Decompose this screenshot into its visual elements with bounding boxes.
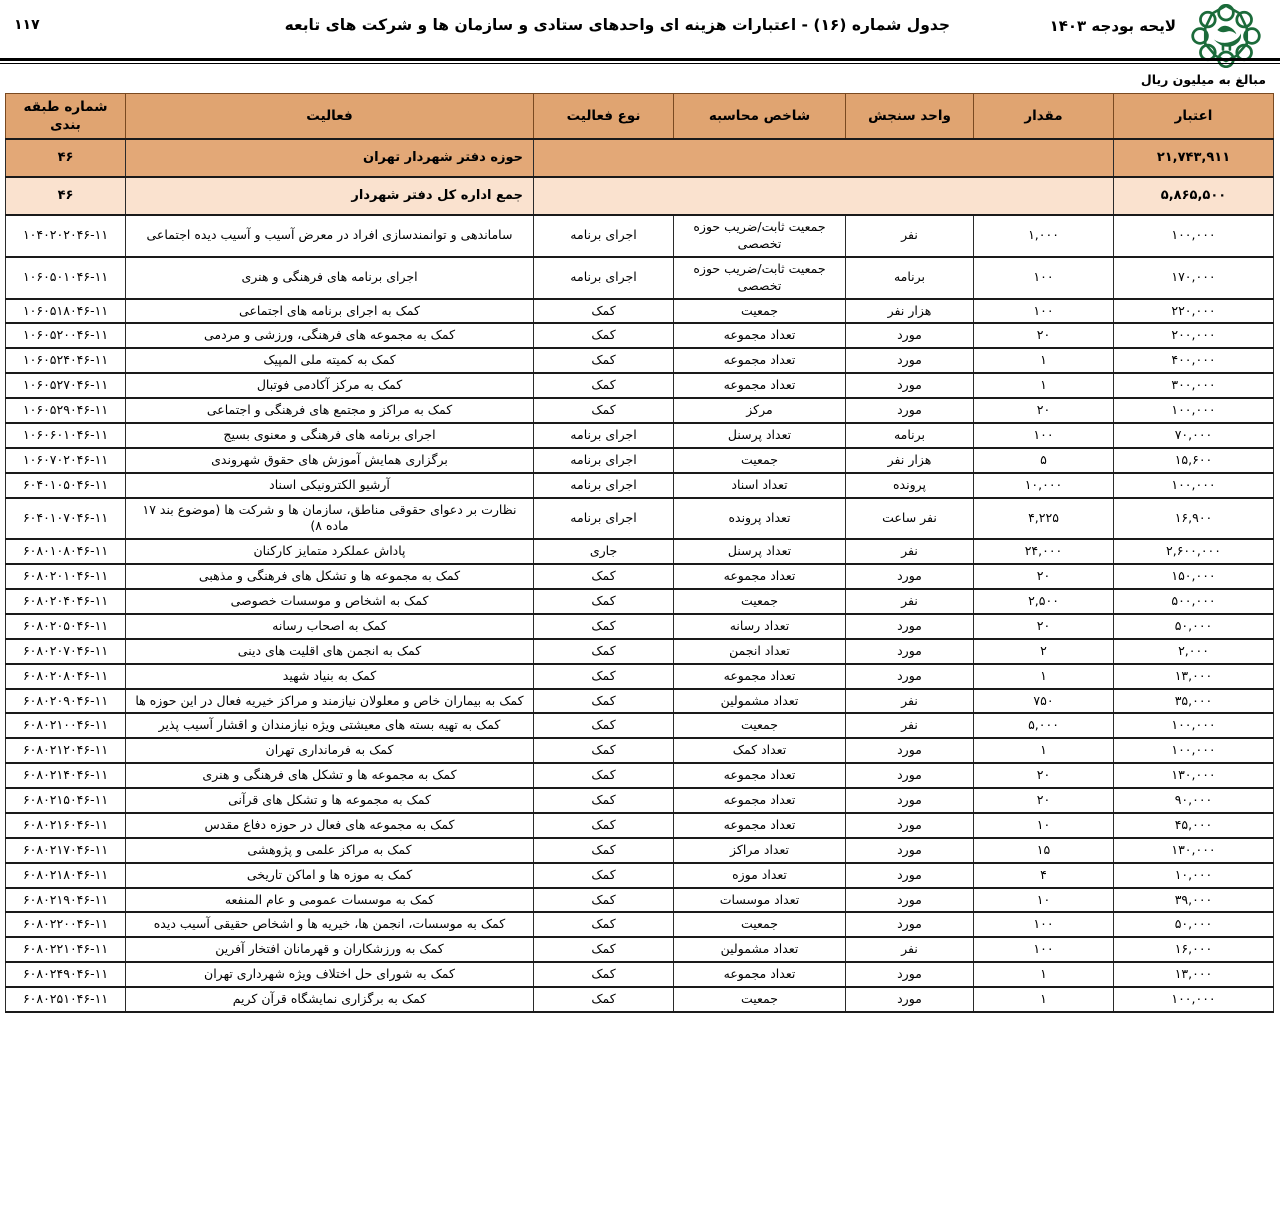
row-code: ۱۰۴۰۲۰۲۰۴۶-۱۱	[6, 215, 126, 257]
subtotal-credit: ۵,۸۶۵,۵۰۰	[1114, 177, 1274, 215]
row-quantity: ۵,۰۰۰	[974, 713, 1114, 738]
row-index: تعداد مجموعه	[674, 323, 846, 348]
row-kind: کمک	[534, 912, 674, 937]
row-activity: کمک به شورای حل اختلاف ویژه شهرداری تهران	[126, 962, 534, 987]
subtotal-activity: جمع اداره کل دفتر شهردار	[126, 177, 534, 215]
row-unit: نفر	[846, 937, 974, 962]
table-row	[6, 299, 1274, 324]
table-row	[6, 763, 1274, 788]
row-quantity: ۱۰۰	[974, 257, 1114, 299]
row-index: جمعیت	[674, 987, 846, 1012]
row-credit: ۴۵,۰۰۰	[1114, 813, 1274, 838]
row-credit: ۱۰۰,۰۰۰	[1114, 713, 1274, 738]
row-credit: ۲,۶۰۰,۰۰۰	[1114, 539, 1274, 564]
row-activity: کمک به موسسات عمومی و عام المنفعه	[126, 888, 534, 913]
row-quantity: ۱۰۰	[974, 912, 1114, 937]
row-unit: پرونده	[846, 473, 974, 498]
row-quantity: ۱	[974, 373, 1114, 398]
row-code: ۶۰۸۰۲۱۷۰۴۶-۱۱	[6, 838, 126, 863]
row-activity: آرشیو الکترونیکی اسناد	[126, 473, 534, 498]
row-code: ۱۰۶۰۵۰۱۰۴۶-۱۱	[6, 257, 126, 299]
row-credit: ۱۵۰,۰۰۰	[1114, 564, 1274, 589]
row-code: ۱۰۶۰۵۲۷۰۴۶-۱۱	[6, 373, 126, 398]
row-activity: کمک به مجموعه ها و تشکل های قرآنی	[126, 788, 534, 813]
table-row	[6, 689, 1274, 714]
row-activity: کمک به بیماران خاص و معلولان نیازمند و مراکز خیریه فعال در این حوزه ها	[126, 689, 534, 714]
row-credit: ۱۰۰,۰۰۰	[1114, 738, 1274, 763]
table-row	[6, 448, 1274, 473]
row-unit: مورد	[846, 373, 974, 398]
row-quantity: ۲	[974, 639, 1114, 664]
row-unit: برنامه	[846, 257, 974, 299]
row-activity: کمک به بنیاد شهید	[126, 664, 534, 689]
row-unit: مورد	[846, 813, 974, 838]
column-header-credit: اعتبار	[1114, 94, 1274, 140]
row-credit: ۳۰۰,۰۰۰	[1114, 373, 1274, 398]
row-credit: ۹۰,۰۰۰	[1114, 788, 1274, 813]
row-activity: کمک به مراکز و مجتمع های فرهنگی و اجتماعی	[126, 398, 534, 423]
row-credit: ۱۰۰,۰۰۰	[1114, 987, 1274, 1012]
row-credit: ۱۶,۰۰۰	[1114, 937, 1274, 962]
row-code: ۶۰۸۰۲۰۷۰۴۶-۱۱	[6, 639, 126, 664]
row-index: تعداد رسانه	[674, 614, 846, 639]
row-code: ۶۰۸۰۲۱۶۰۴۶-۱۱	[6, 813, 126, 838]
row-code: ۶۰۴۰۱۰۷۰۴۶-۱۱	[6, 498, 126, 540]
row-activity: کمک به موزه ها و اماکن تاریخی	[126, 863, 534, 888]
row-code: ۱۰۶۰۵۲۹۰۴۶-۱۱	[6, 398, 126, 423]
group-total-row	[6, 139, 1274, 177]
row-code: ۶۰۸۰۲۲۱۰۴۶-۱۱	[6, 937, 126, 962]
row-code: ۱۰۶۰۶۰۱۰۴۶-۱۱	[6, 423, 126, 448]
row-credit: ۲۰۰,۰۰۰	[1114, 323, 1274, 348]
table-row	[6, 813, 1274, 838]
table-row	[6, 564, 1274, 589]
row-index: تعداد کمک	[674, 738, 846, 763]
row-index: تعداد مجموعه	[674, 664, 846, 689]
row-index: تعداد مراکز	[674, 838, 846, 863]
row-unit: برنامه	[846, 423, 974, 448]
row-credit: ۱۰۰,۰۰۰	[1114, 473, 1274, 498]
column-header-code: شماره طبقه بندی	[6, 94, 126, 140]
row-credit: ۳۹,۰۰۰	[1114, 888, 1274, 913]
row-code: ۶۰۸۰۲۴۹۰۴۶-۱۱	[6, 962, 126, 987]
row-code: ۱۰۶۰۵۱۸۰۴۶-۱۱	[6, 299, 126, 324]
row-unit: نفر	[846, 215, 974, 257]
row-credit: ۱۳,۰۰۰	[1114, 664, 1274, 689]
table-header	[6, 94, 1274, 140]
row-index: جمعیت	[674, 448, 846, 473]
row-unit: مورد	[846, 838, 974, 863]
column-header-activity: فعالیت	[126, 94, 534, 140]
row-index: جمعیت	[674, 713, 846, 738]
table-row	[6, 373, 1274, 398]
row-credit: ۱۳۰,۰۰۰	[1114, 838, 1274, 863]
row-code: ۱۰۶۰۵۲۴۰۴۶-۱۱	[6, 348, 126, 373]
column-header-index: شاخص محاسبه	[674, 94, 846, 140]
row-unit: نفر ساعت	[846, 498, 974, 540]
row-activity: کمک به ورزشکاران و قهرمانان افتخار آفرین	[126, 937, 534, 962]
row-kind: کمک	[534, 813, 674, 838]
row-kind: کمک	[534, 323, 674, 348]
row-credit: ۷۰,۰۰۰	[1114, 423, 1274, 448]
row-activity: کمک به موسسات، انجمن ها، خیریه ها و اشخاص حقیقی آسیب دیده	[126, 912, 534, 937]
row-kind: اجرای برنامه	[534, 448, 674, 473]
row-index: جمعیت	[674, 589, 846, 614]
row-quantity: ۱	[974, 348, 1114, 373]
row-quantity: ۲۰	[974, 323, 1114, 348]
row-unit: نفر	[846, 539, 974, 564]
row-credit: ۱۵,۶۰۰	[1114, 448, 1274, 473]
table-row	[6, 589, 1274, 614]
row-credit: ۴۰۰,۰۰۰	[1114, 348, 1274, 373]
row-index: تعداد مجموعه	[674, 348, 846, 373]
row-activity: کمک به برگزاری نمایشگاه قرآن کریم	[126, 987, 534, 1012]
row-quantity: ۴	[974, 863, 1114, 888]
column-header-quantity: مقدار	[974, 94, 1114, 140]
page-title: جدول شماره (۱۶) - اعتبارات هزینه ای واحدهای ستادی و سازمان ها و شرکت های تابعه	[284, 16, 950, 34]
row-quantity: ۲۴,۰۰۰	[974, 539, 1114, 564]
table-row	[6, 987, 1274, 1012]
row-quantity: ۱	[974, 987, 1114, 1012]
table-row	[6, 888, 1274, 913]
row-index: تعداد مجموعه	[674, 813, 846, 838]
row-index: تعداد مجموعه	[674, 373, 846, 398]
row-kind: کمک	[534, 639, 674, 664]
row-quantity: ۷۵۰	[974, 689, 1114, 714]
row-activity: کمک به مجموعه های فرهنگی، ورزشی و مردمی	[126, 323, 534, 348]
row-code: ۶۰۸۰۲۱۴۰۴۶-۱۱	[6, 763, 126, 788]
row-index: جمعیت	[674, 299, 846, 324]
row-kind: کمک	[534, 564, 674, 589]
table-row	[6, 838, 1274, 863]
table-row	[6, 863, 1274, 888]
row-unit: مورد	[846, 564, 974, 589]
header-rule-thin	[0, 63, 1280, 64]
row-quantity: ۱۰	[974, 888, 1114, 913]
row-kind: کمک	[534, 614, 674, 639]
row-unit: مورد	[846, 763, 974, 788]
row-unit: نفر	[846, 713, 974, 738]
row-quantity: ۲۰	[974, 763, 1114, 788]
row-unit: مورد	[846, 614, 974, 639]
row-credit: ۱۰۰,۰۰۰	[1114, 215, 1274, 257]
row-kind: کمک	[534, 299, 674, 324]
row-activity: کمک به انجمن های اقلیت های دینی	[126, 639, 534, 664]
group-empty	[534, 139, 1114, 177]
row-kind: کمک	[534, 348, 674, 373]
row-kind: کمک	[534, 937, 674, 962]
table-row	[6, 937, 1274, 962]
row-index: تعداد انجمن	[674, 639, 846, 664]
row-index: تعداد پرسنل	[674, 423, 846, 448]
row-quantity: ۱۰۰	[974, 937, 1114, 962]
table-row	[6, 639, 1274, 664]
table-body	[6, 139, 1274, 1012]
row-unit: مورد	[846, 664, 974, 689]
row-code: ۱۰۶۰۵۲۰۰۴۶-۱۱	[6, 323, 126, 348]
row-code: ۶۰۸۰۲۱۲۰۴۶-۱۱	[6, 738, 126, 763]
row-unit: مورد	[846, 639, 974, 664]
table-row	[6, 962, 1274, 987]
row-activity: نظارت بر دعوای حقوقی مناطق، سازمان ها و شرکت ها (موضوع بند ۱۷ ماده ۸)	[126, 498, 534, 540]
table-row	[6, 473, 1274, 498]
row-kind: اجرای برنامه	[534, 215, 674, 257]
row-kind: کمک	[534, 863, 674, 888]
table-row	[6, 614, 1274, 639]
row-quantity: ۱۵	[974, 838, 1114, 863]
table-row	[6, 423, 1274, 448]
table-row	[6, 912, 1274, 937]
row-activity: کمک به مجموعه های فعال در حوزه دفاع مقدس	[126, 813, 534, 838]
row-quantity: ۲,۵۰۰	[974, 589, 1114, 614]
row-unit: مورد	[846, 987, 974, 1012]
row-activity: ساماندهی و توانمندسازی افراد در معرض آسیب و آسیب دیده اجتماعی	[126, 215, 534, 257]
row-index: جمعیت ثابت/ضریب حوزه تخصصی	[674, 257, 846, 299]
row-kind: کمک	[534, 888, 674, 913]
table-row	[6, 788, 1274, 813]
row-unit: مورد	[846, 888, 974, 913]
row-quantity: ۱۰,۰۰۰	[974, 473, 1114, 498]
row-unit: مورد	[846, 738, 974, 763]
row-quantity: ۱۰۰	[974, 299, 1114, 324]
row-index: جمعیت ثابت/ضریب حوزه تخصصی	[674, 215, 846, 257]
row-kind: کمک	[534, 962, 674, 987]
row-kind: کمک	[534, 738, 674, 763]
group-credit: ۲۱,۷۴۳,۹۱۱	[1114, 139, 1274, 177]
row-credit: ۲,۰۰۰	[1114, 639, 1274, 664]
row-activity: کمک به تهیه بسته های معیشتی ویژه نیازمندان و اقشار آسیب پذیر	[126, 713, 534, 738]
row-quantity: ۲۰	[974, 564, 1114, 589]
table-row	[6, 257, 1274, 299]
row-credit: ۵۰,۰۰۰	[1114, 912, 1274, 937]
row-kind: کمک	[534, 373, 674, 398]
row-unit: مورد	[846, 863, 974, 888]
row-activity: کمک به مراکز علمی و پژوهشی	[126, 838, 534, 863]
row-index: تعداد مجموعه	[674, 788, 846, 813]
row-index: تعداد اسناد	[674, 473, 846, 498]
row-code: ۶۰۸۰۲۰۸۰۴۶-۱۱	[6, 664, 126, 689]
row-credit: ۱۰۰,۰۰۰	[1114, 398, 1274, 423]
page-number: ۱۱۷	[14, 17, 40, 33]
row-kind: کمک	[534, 838, 674, 863]
subtotal-empty	[534, 177, 1114, 215]
row-index: تعداد پرونده	[674, 498, 846, 540]
row-quantity: ۱,۰۰۰	[974, 215, 1114, 257]
row-quantity: ۱۰۰	[974, 423, 1114, 448]
row-code: ۶۰۸۰۲۰۱۰۴۶-۱۱	[6, 564, 126, 589]
table-row	[6, 498, 1274, 540]
row-credit: ۵۰۰,۰۰۰	[1114, 589, 1274, 614]
row-credit: ۵۰,۰۰۰	[1114, 614, 1274, 639]
row-activity: کمک به مرکز آکادمی فوتبال	[126, 373, 534, 398]
row-credit: ۱۳۰,۰۰۰	[1114, 763, 1274, 788]
row-kind: کمک	[534, 664, 674, 689]
row-kind: کمک	[534, 987, 674, 1012]
row-kind: کمک	[534, 763, 674, 788]
row-quantity: ۵	[974, 448, 1114, 473]
row-unit: مورد	[846, 788, 974, 813]
row-index: تعداد مجموعه	[674, 564, 846, 589]
row-quantity: ۱	[974, 962, 1114, 987]
row-activity: برگزاری همایش آموزش های حقوق شهروندی	[126, 448, 534, 473]
row-activity: کمک به اصحاب رسانه	[126, 614, 534, 639]
row-quantity: ۱	[974, 664, 1114, 689]
table-row	[6, 215, 1274, 257]
column-header-kind: نوع فعالیت	[534, 94, 674, 140]
row-activity: کمک به اجرای برنامه های اجتماعی	[126, 299, 534, 324]
row-kind: کمک	[534, 589, 674, 614]
table-row	[6, 713, 1274, 738]
row-kind: کمک	[534, 713, 674, 738]
row-unit: نفر	[846, 689, 974, 714]
row-code: ۶۰۸۰۲۱۰۰۴۶-۱۱	[6, 713, 126, 738]
table-row	[6, 539, 1274, 564]
units-note: مبالغ به میلیون ریال	[1140, 72, 1266, 87]
row-kind: کمک	[534, 689, 674, 714]
table-row	[6, 398, 1274, 423]
row-index: مرکز	[674, 398, 846, 423]
row-kind: اجرای برنامه	[534, 423, 674, 448]
row-credit: ۳۵,۰۰۰	[1114, 689, 1274, 714]
row-kind: جاری	[534, 539, 674, 564]
table-row	[6, 348, 1274, 373]
row-index: تعداد مجموعه	[674, 763, 846, 788]
row-unit: مورد	[846, 962, 974, 987]
row-quantity: ۴,۲۲۵	[974, 498, 1114, 540]
column-header-unit: واحد سنجش	[846, 94, 974, 140]
row-code: ۶۰۸۰۲۱۸۰۴۶-۱۱	[6, 863, 126, 888]
row-unit: نفر	[846, 589, 974, 614]
row-index: تعداد مشمولین	[674, 937, 846, 962]
row-code: ۱۰۶۰۷۰۲۰۴۶-۱۱	[6, 448, 126, 473]
row-index: تعداد پرسنل	[674, 539, 846, 564]
row-credit: ۱۳,۰۰۰	[1114, 962, 1274, 987]
row-code: ۶۰۸۰۲۱۵۰۴۶-۱۱	[6, 788, 126, 813]
row-unit: هزار نفر	[846, 299, 974, 324]
row-quantity: ۲۰	[974, 614, 1114, 639]
row-kind: اجرای برنامه	[534, 257, 674, 299]
group-activity: حوزه دفتر شهردار تهران	[126, 139, 534, 177]
subtotal-code: ۴۶	[6, 177, 126, 215]
row-index: تعداد موزه	[674, 863, 846, 888]
row-code: ۶۰۸۰۲۰۵۰۴۶-۱۱	[6, 614, 126, 639]
row-activity: اجرای برنامه های فرهنگی و هنری	[126, 257, 534, 299]
row-credit: ۱۶,۹۰۰	[1114, 498, 1274, 540]
row-activity: اجرای برنامه های فرهنگی و معنوی بسیج	[126, 423, 534, 448]
row-kind: اجرای برنامه	[534, 473, 674, 498]
row-quantity: ۱۰	[974, 813, 1114, 838]
table-row	[6, 664, 1274, 689]
row-index: تعداد موسسات	[674, 888, 846, 913]
row-unit: مورد	[846, 912, 974, 937]
row-index: تعداد مجموعه	[674, 962, 846, 987]
row-quantity: ۲۰	[974, 398, 1114, 423]
row-kind: کمک	[534, 398, 674, 423]
row-index: جمعیت	[674, 912, 846, 937]
row-kind: کمک	[534, 788, 674, 813]
table-row	[6, 323, 1274, 348]
row-activity: کمک به فرمانداری تهران	[126, 738, 534, 763]
table-row	[6, 738, 1274, 763]
row-code: ۶۰۸۰۱۰۸۰۴۶-۱۱	[6, 539, 126, 564]
subtotal-row	[6, 177, 1274, 215]
row-code: ۶۰۸۰۲۲۰۰۴۶-۱۱	[6, 912, 126, 937]
row-quantity: ۲۰	[974, 788, 1114, 813]
budget-table	[5, 93, 1274, 1013]
row-activity: کمک به مجموعه ها و تشکل های فرهنگی و مذهبی	[126, 564, 534, 589]
row-unit: مورد	[846, 348, 974, 373]
row-code: ۶۰۸۰۲۰۹۰۴۶-۱۱	[6, 689, 126, 714]
row-activity: کمک به اشخاص و موسسات خصوصی	[126, 589, 534, 614]
row-code: ۶۰۴۰۱۰۵۰۴۶-۱۱	[6, 473, 126, 498]
group-code: ۴۶	[6, 139, 126, 177]
row-quantity: ۱	[974, 738, 1114, 763]
row-unit: هزار نفر	[846, 448, 974, 473]
table-header-row	[6, 94, 1274, 140]
row-unit: مورد	[846, 398, 974, 423]
row-credit: ۱۷۰,۰۰۰	[1114, 257, 1274, 299]
row-activity: کمک به مجموعه ها و تشکل های فرهنگی و هنری	[126, 763, 534, 788]
row-activity: پاداش عملکرد متمایز کارکنان	[126, 539, 534, 564]
row-code: ۶۰۸۰۲۱۹۰۴۶-۱۱	[6, 888, 126, 913]
row-code: ۶۰۸۰۲۵۱۰۴۶-۱۱	[6, 987, 126, 1012]
row-unit: مورد	[846, 323, 974, 348]
row-credit: ۱۰,۰۰۰	[1114, 863, 1274, 888]
row-credit: ۲۲۰,۰۰۰	[1114, 299, 1274, 324]
budget-bill-label: لایحه بودجه ۱۴۰۳	[1049, 17, 1176, 35]
header-rule-thick	[0, 58, 1280, 61]
row-activity: کمک به کمیته ملی المپیک	[126, 348, 534, 373]
row-index: تعداد مشمولین	[674, 689, 846, 714]
page-header	[0, 0, 1280, 66]
row-code: ۶۰۸۰۲۰۴۰۴۶-۱۱	[6, 589, 126, 614]
row-kind: اجرای برنامه	[534, 498, 674, 540]
